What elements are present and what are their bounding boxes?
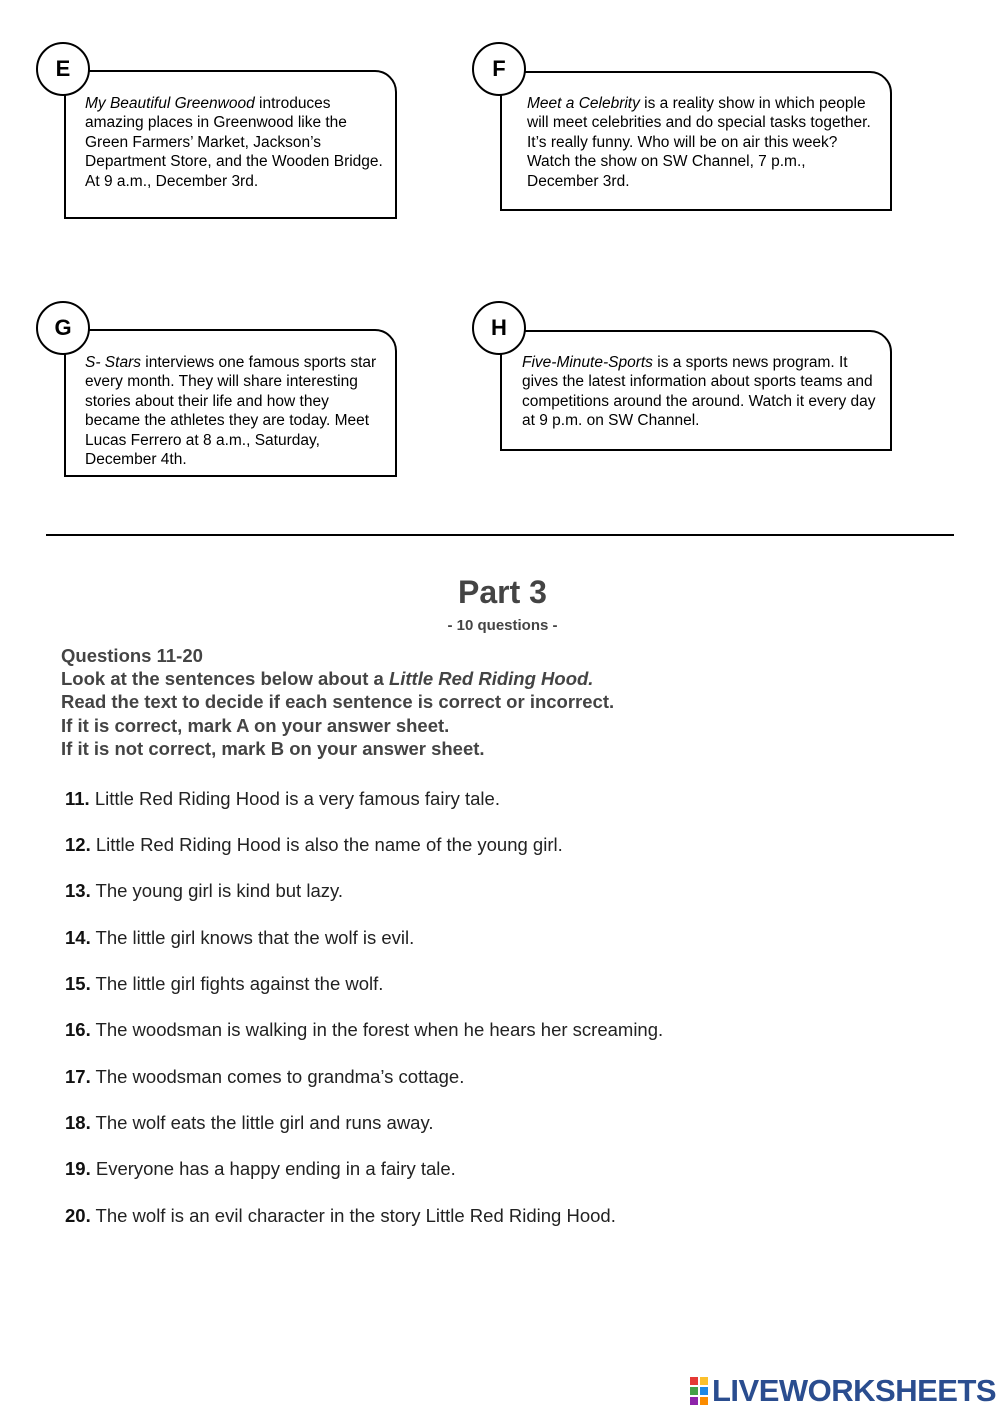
question-19: 19. Everyone has a happy ending in a fairy tale. xyxy=(65,1158,456,1179)
instructions-read: Read the text to decide if each sentence is correct or incorrect. xyxy=(61,691,615,713)
question-13: 13. The young girl is kind but lazy. xyxy=(65,880,343,901)
question-14: 14. The little girl knows that the wolf is evil. xyxy=(65,927,415,948)
question-11: 11. Little Red Riding Hood is a very famous fairy tale. xyxy=(65,788,500,809)
question-17: 17. The woodsman comes to grandma’s cottage. xyxy=(65,1066,465,1087)
card-h-title: Five-Minute-Sports xyxy=(522,354,653,371)
card-g-letter: G xyxy=(36,301,90,355)
logo-block xyxy=(700,1387,708,1395)
card-e-text: My Beautiful Greenwood introduces amazing places in Greenwood like the Green Farmers’ Market, Jackson’s Department Store, and the Wooden Bridge. At 9 a.m., December 3rd. xyxy=(85,95,383,190)
card-h-text: Five-Minute-Sports is a sports news program. It gives the latest information about sports teams and competitions around the around. Watch it every day at 9 p.m. on SW Channel. xyxy=(522,354,876,430)
logo-block xyxy=(690,1377,698,1385)
card-h-letter: H xyxy=(472,301,526,355)
card-f-text: Meet a Celebrity is a reality show in which people will meet celebrities and do special tasks together. It’s really funny. Who will be on air this week? Watch the show on SW Channel, 7 p.m., December 3rd. xyxy=(527,95,871,190)
instructions xyxy=(61,644,941,760)
logo-blocks-icon xyxy=(690,1377,708,1405)
logo-block xyxy=(700,1377,708,1385)
logo-text: LIVEWORKSHEETS xyxy=(712,1373,997,1408)
story-title: Little Red Riding Hood. xyxy=(388,668,594,690)
section-divider xyxy=(46,534,954,536)
instructions-correct: If it is correct, mark A on your answer sheet. xyxy=(61,714,450,736)
instructions-range: Questions 11-20 xyxy=(61,645,203,666)
question-12: 12. Little Red Riding Hood is also the name of the young girl. xyxy=(65,834,563,855)
card-g-title: S- Stars xyxy=(85,354,141,371)
instructions-not-correct: If it is not correct, mark B on your answer sheet. xyxy=(61,737,485,759)
card-e-letter: E xyxy=(36,42,90,96)
question-15: 15. The little girl fights against the wolf. xyxy=(65,973,384,994)
question-20: 20. The wolf is an evil character in the story Little Red Riding Hood. xyxy=(65,1205,616,1226)
part-title: Part 3 xyxy=(458,574,547,610)
card-g-text: S- Stars interviews one famous sports star every month. They will share interesting stories about their life and how they became the athletes they are today. Meet Lucas Ferrero at 8 a.m., Saturday, December 4th. xyxy=(85,354,377,469)
instructions-look: Look at the sentences below about a Little Red Riding Hood. xyxy=(61,668,594,690)
question-18: 18. The wolf eats the little girl and runs away. xyxy=(65,1112,434,1133)
logo-block xyxy=(690,1387,698,1395)
logo-block xyxy=(700,1397,708,1405)
question-16: 16. The woodsman is walking in the forest when he hears her screaming. xyxy=(65,1019,664,1040)
part-subtitle: - 10 questions - xyxy=(447,617,558,634)
card-f-letter: F xyxy=(472,42,526,96)
card-f-title: Meet a Celebrity xyxy=(527,95,640,112)
card-e-title: My Beautiful Greenwood xyxy=(85,95,255,112)
logo-block xyxy=(690,1397,698,1405)
liveworksheets-logo[interactable] xyxy=(690,1373,996,1409)
